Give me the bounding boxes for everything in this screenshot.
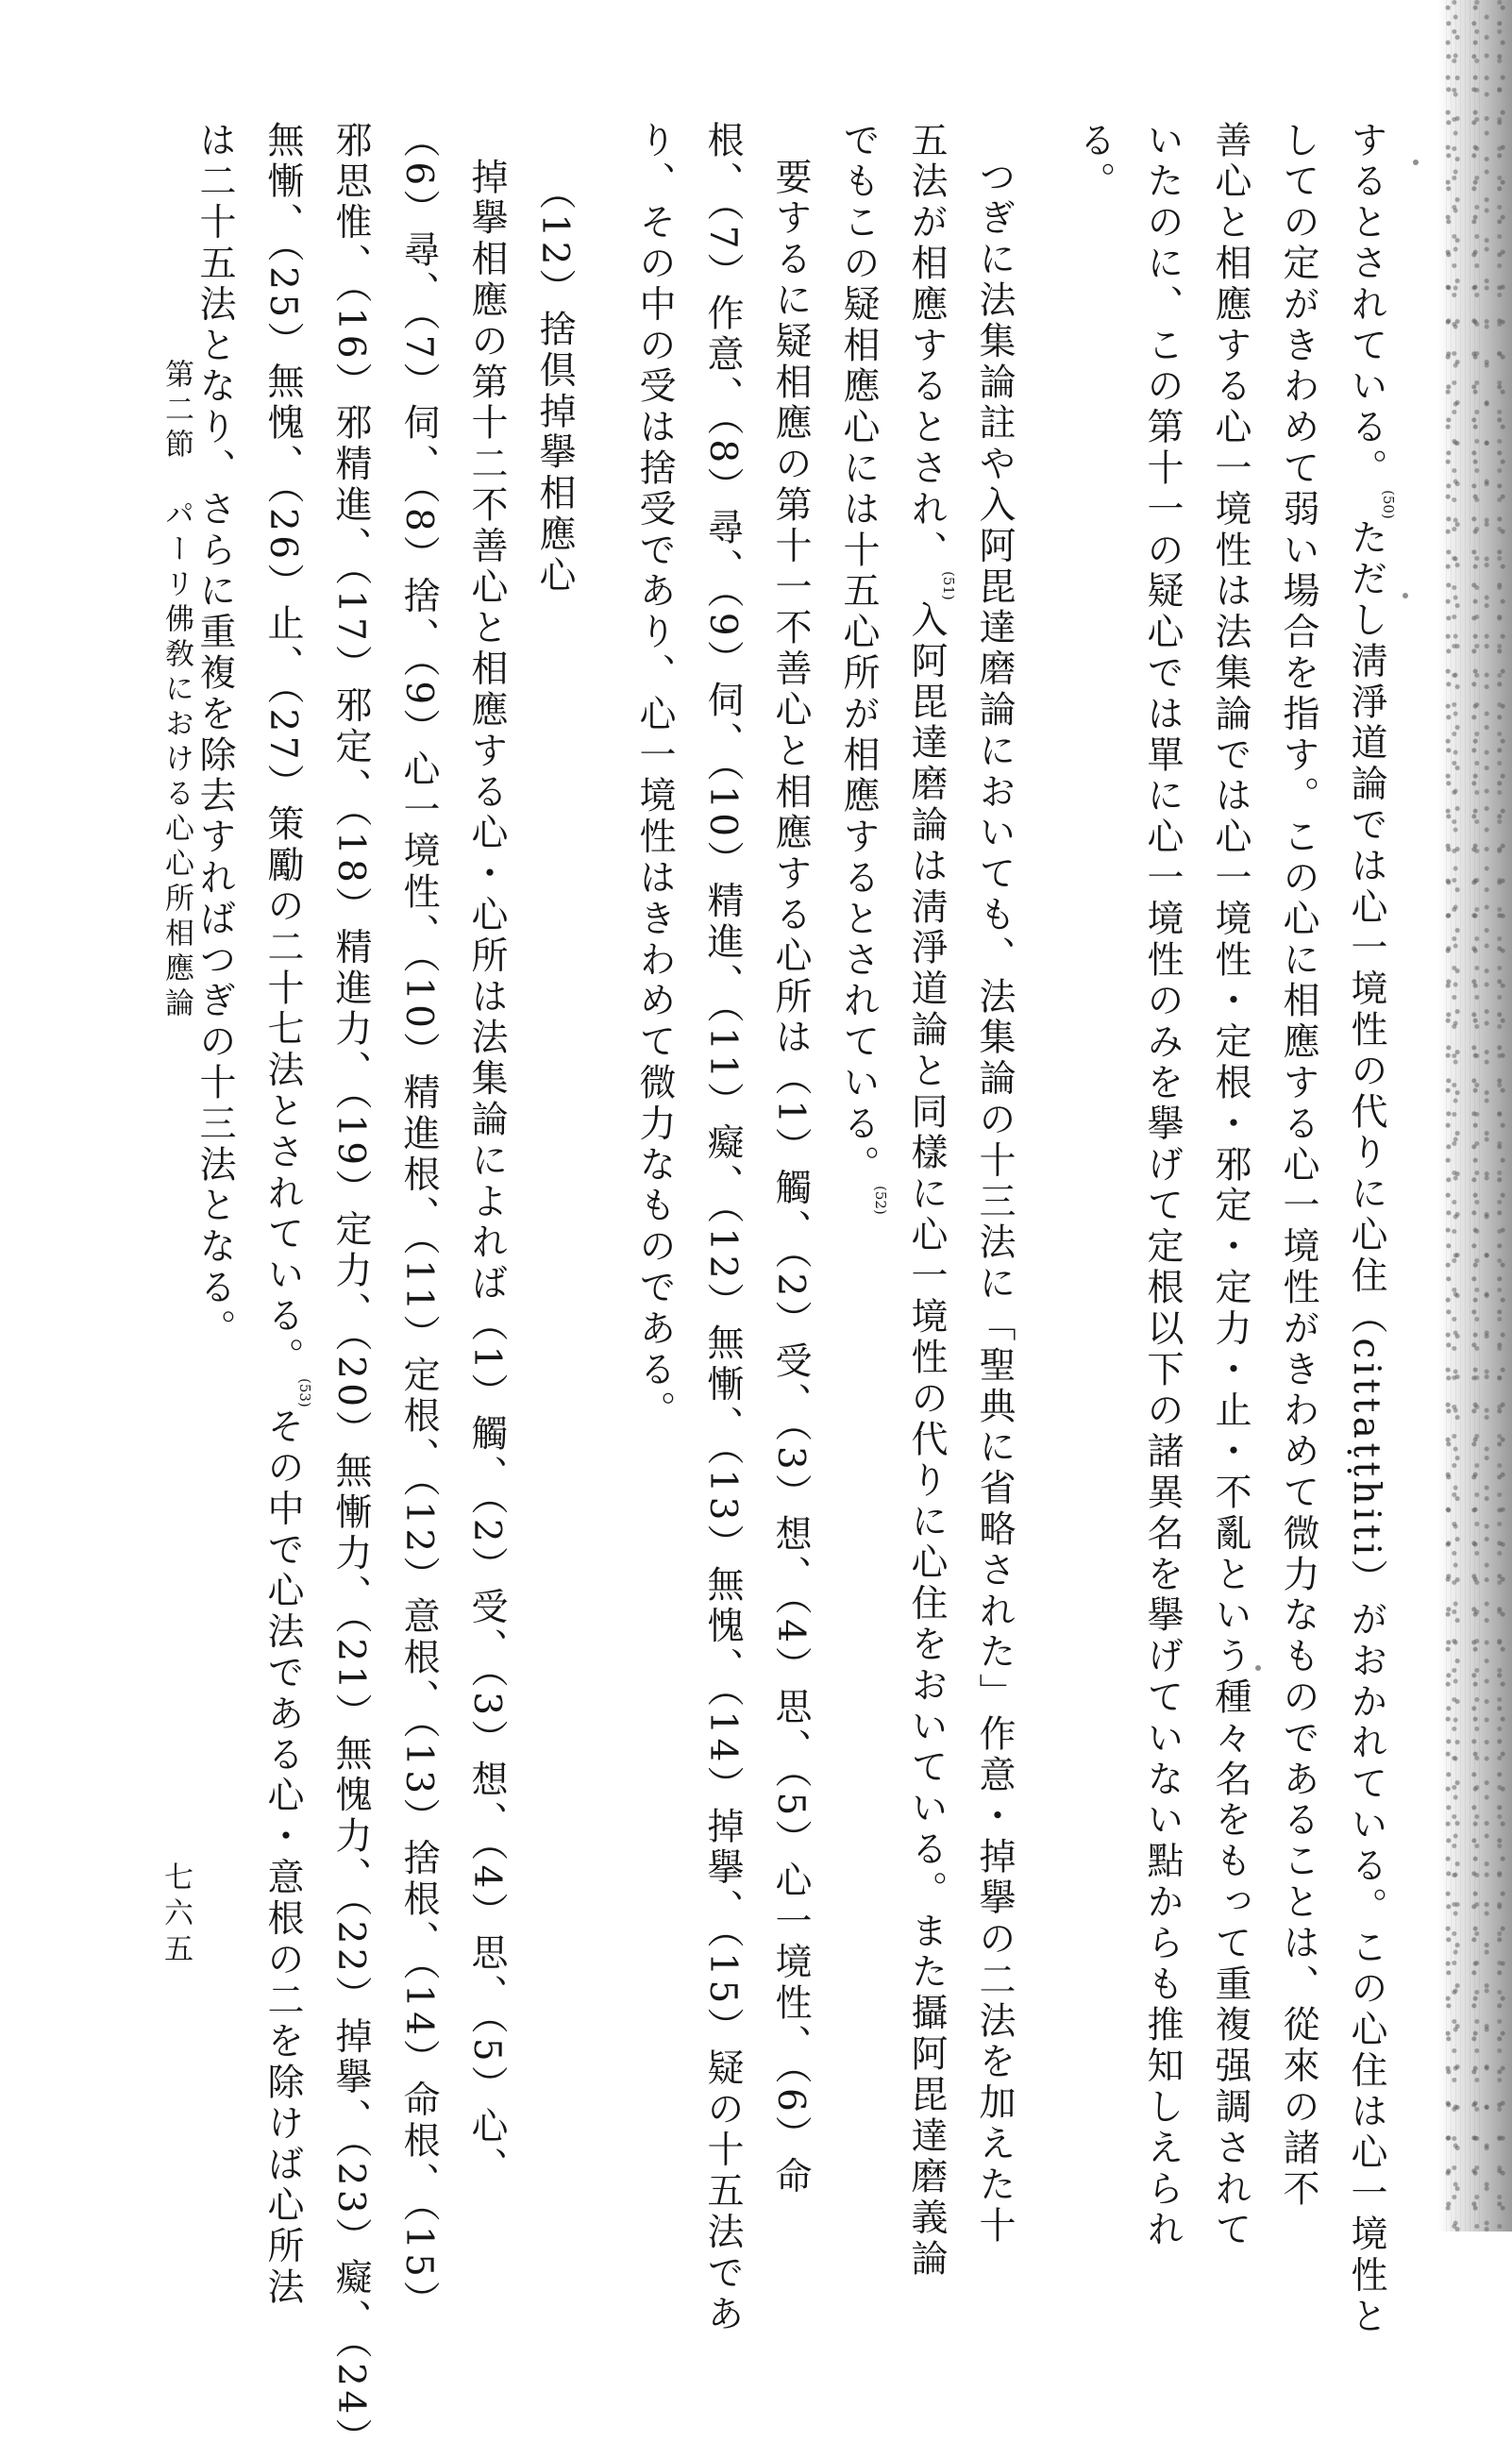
text-line: 善心と相應する心一境性は法集論では心一境性・定根・邪定・定力・止・不亂という種々名をもって重複强調されて: [1209, 121, 1252, 2251]
text-line: 邪思惟、（16）邪精進、（17）邪定、（18）精進力、（19）定力、（20）無慚力、（21）無愧力、（22）掉擧、（23）癡、（24）: [329, 121, 372, 2459]
text-line: （6）尋、（7）伺、（8）捨、（9）心一境性、（10）精進根、（11）定根、（12）意根、（13）捨根、（14）命根、（15）: [397, 121, 440, 2322]
text-line: 無慚、（25）無愧、（26）止、（27）策勵の二十七法とされている。$^{(53)}$その中で心法である心・意根の二を除けば心所法: [261, 121, 313, 2309]
scanned-page-edge: [1438, 0, 1512, 2232]
text-line: いたのに、この第十一の疑心では單に心一境性のみを擧げて定根以下の諸異名を擧げていない點からも推知しえられ: [1141, 121, 1184, 2251]
scan-speck: [1413, 160, 1419, 165]
scan-speck: [1403, 593, 1408, 598]
text-line: でもこの疑相應心には十五心所が相應するとされている。$^{(52)}$: [837, 121, 889, 1216]
text-line: しての定がきわめて弱い場合を指す。この心に相應する心一境性がきわめて微力なものであることは、從來の諸不: [1277, 121, 1319, 2211]
page-number: 七六五: [159, 1861, 193, 1969]
paragraph-space: [1028, 121, 1060, 1990]
footnote-marker: (53): [296, 1377, 313, 1407]
text-line: するとされている。$^{(50)}$ただし淸淨道論では心一境性の代りに心住（cittaṭṭhiti）がおかれている。この心住は心一境性と: [1345, 121, 1397, 2338]
vertical-body-text: [193, 121, 1400, 2459]
footnote-marker: (51): [940, 571, 957, 601]
text-line: り、その中の受は捨受であり、心一境性はきわめて微力なものである。: [633, 121, 676, 1432]
text-line: 掉擧相應の第十二不善心と相應する心・心所は法集論によれば（1）觸、（2）受、（3）想、（4）思、（5）心、: [465, 158, 508, 2189]
text-line: つぎに法集論註や入阿毘達磨論においても、法集論の十三法に「聖典に省略された」作意・掉擧の二法を加えた十: [973, 158, 1016, 2248]
text-line: 要するに疑相應の第十一不善心と相應する心所は（1）觸、（2）受、（3）想、（4）思、（5）心一境性、（6）命: [769, 158, 812, 2198]
section-heading: （12）捨倶掉擧相應心: [533, 173, 576, 598]
text-line: 根、（7）作意、（8）尋、（9）伺、（10）精進、（11）癡、（12）無慚、（13）無愧、（14）掉擧、（15）疑の十五法であ: [701, 121, 744, 2335]
running-header: 第二節 パーリ佛敎における心心所相應論: [160, 359, 193, 1022]
footnote-marker: (50): [1380, 489, 1397, 519]
text-line: 五法が相應するとされ、$^{(51)}$入阿毘達磨論は淸淨道論と同樣に心一境性の代りに心住をおいている。また攝阿毘達磨義論: [905, 121, 957, 2281]
text-line: る。: [1073, 121, 1116, 203]
footnote-marker: (52): [872, 1186, 889, 1216]
section-space: [588, 121, 620, 1990]
text-line: は二十五法となり、さらに重複を除去すればつぎの十三法となる。: [193, 121, 236, 1350]
